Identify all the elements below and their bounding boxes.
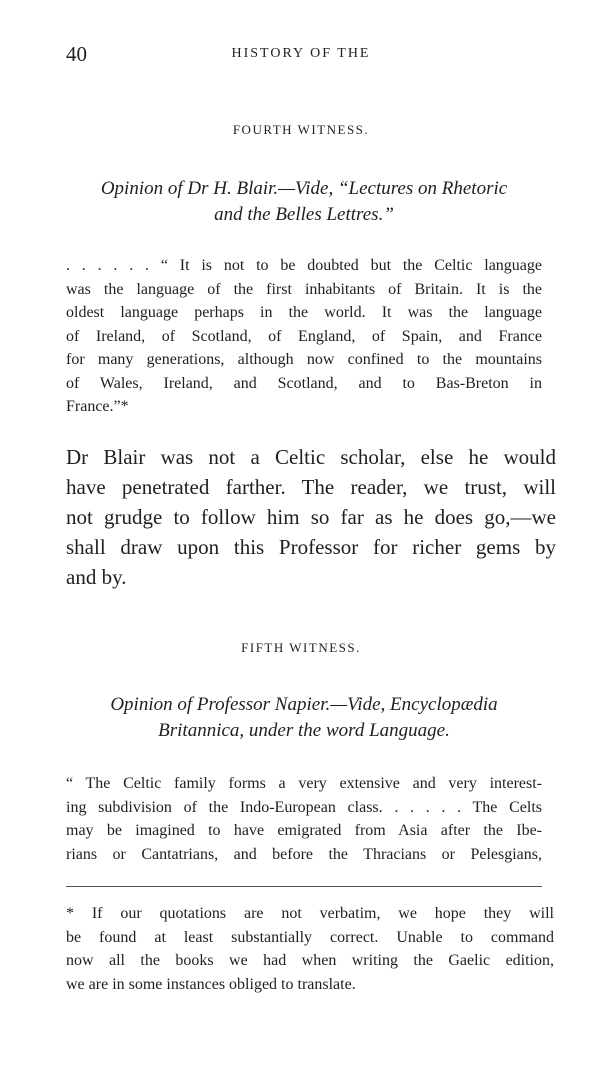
page-number: 40 (66, 42, 87, 66)
quote-line: . . . . . . “ It is not to be doubted but the Celtic language (66, 257, 542, 274)
quote-line: ing subdivision of the Indo-European class. . . . . . The Celts (66, 798, 542, 816)
quote-line: rians or Cantatrians, and before the Thracians or Pelesgians, (66, 845, 542, 863)
body-line: and by. (66, 565, 127, 589)
quote-line: of Ireland, of Scotland, of England, of Spain, and France (66, 327, 542, 345)
fifth-witness-heading: FIFTH WITNESS. (241, 640, 361, 655)
footnote-rule (66, 886, 542, 887)
opinion-line: Britannica, under the word Language. (158, 720, 450, 741)
footnote-line: we are in some instances obliged to translate. (66, 975, 356, 993)
quote-line: France.”* (66, 398, 129, 415)
quote-line: was the language of the first inhabitants of Britain. It is the (66, 280, 542, 298)
fourth-witness-opinion (66, 176, 542, 228)
quote-line: “ The Celtic family forms a very extensive and very interest- (66, 775, 542, 792)
body-line: shall draw upon this Professor for richer gems by (66, 535, 556, 559)
opinion-line: Opinion of Professor Napier.—Vide, Encyclopædia (110, 694, 498, 715)
footnote-line: now all the books we had when writing the Gaelic edition, (66, 952, 554, 969)
fourth-witness-heading: FOURTH WITNESS. (232, 122, 370, 137)
running-head: HISTORY OF THE (231, 46, 371, 61)
body-line: have penetrated farther. The reader, we trust, will (66, 475, 556, 499)
body-line: Dr Blair was not a Celtic scholar, else he would (66, 445, 556, 469)
quote-line: oldest language perhaps in the world. It was the language (66, 304, 542, 321)
footnote-line: * If our quotations are not verbatim, we hope they will (66, 905, 554, 922)
fifth-witness-quote (66, 772, 542, 866)
quote-line: for many generations, although now confined to the mountains (66, 351, 542, 368)
opinion-line: Opinion of Dr H. Blair.—Vide, “Lectures on Rhetoric (100, 178, 508, 199)
body-line: not grudge to follow him so far as he does go,—we (66, 505, 556, 529)
body-paragraph (66, 442, 556, 592)
quote-line: may be imagined to have emigrated from Asia after the Ibe- (66, 822, 542, 839)
footnote-line: be found at least substantially correct. Unable to command (66, 928, 554, 946)
opinion-line: and the Belles Lettres.” (214, 204, 394, 225)
fourth-witness-quote (66, 254, 542, 419)
fifth-witness-opinion (66, 692, 542, 744)
footnote (66, 902, 554, 996)
quote-line: of Wales, Ireland, and Scotland, and to Bas-Breton in (66, 374, 542, 392)
page-header (66, 42, 536, 70)
